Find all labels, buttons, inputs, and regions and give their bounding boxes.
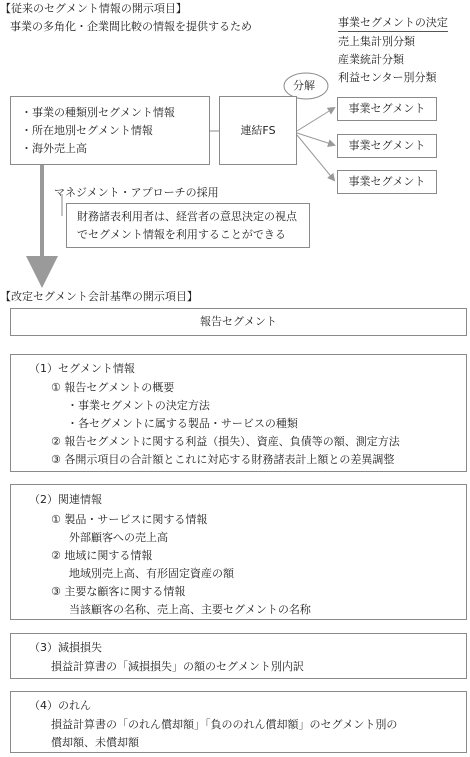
approach-text-1: 財務諸表利用者は、経営者の意思決定の視点 — [77, 210, 297, 223]
segment-info-line-1: ① 報告セグメントの概要 — [51, 381, 175, 394]
decision-item-2: 産業統計分類 — [338, 53, 404, 66]
approach-label: マネジメント・アプローチの採用 — [54, 186, 219, 199]
fs-to-seg2-arrow — [297, 133, 334, 145]
related-info-line-4: 地域別売上高、有形固定資産の額 — [69, 567, 234, 580]
decision-item-1: 売上集計別分類 — [338, 35, 415, 48]
old-item-2: ・所在地別セグメント情報 — [21, 124, 153, 137]
approach-box — [66, 203, 310, 248]
consolidated-fs-label: 連結FS — [240, 123, 276, 137]
segment-box-1 — [337, 97, 437, 121]
report-segment-label: 報告セグメント — [200, 315, 277, 329]
segment-label-2: 事業セグメント — [348, 139, 426, 153]
related-info-line-5: ③ 主要な顧客に関する情報 — [51, 585, 186, 598]
segment-info-heading: （1）セグメント情報 — [29, 362, 135, 375]
goodwill-line-1: 損益計算書の「のれん償却額」「負ののれん償却額」のセグメント別の — [51, 718, 398, 731]
fs-to-seg1-arrow — [297, 108, 334, 131]
segment-info-box — [10, 354, 467, 472]
related-info-line-3: ② 地域に関する情報 — [51, 549, 153, 562]
segment-info-line-4: ② 報告セグメントに関する利益（損失）、資産、負債等の額、測定方法 — [51, 435, 400, 448]
segment-box-3 — [337, 170, 437, 194]
fs-to-seg3-arrow — [297, 135, 334, 180]
related-info-heading: （2）関連情報 — [29, 493, 102, 506]
old-items-box — [10, 96, 210, 165]
decompose-label: 分解 — [293, 79, 315, 92]
segment-info-line-3: ・各セグメントに属する製品・サービスの種類 — [67, 417, 298, 430]
report-segment-box — [10, 308, 467, 336]
segment-info-line-2: ・事業セグメントの決定方法 — [67, 399, 210, 412]
new-section-title: 【改定セグメント会計基準の開示項目】 — [0, 290, 198, 303]
old-section-title: 【従来のセグメント情報の開示項目】 — [0, 2, 187, 15]
old-item-3: ・海外売上高 — [21, 142, 87, 155]
segment-label-1: 事業セグメント — [348, 102, 426, 116]
segment-label-3: 事業セグメント — [348, 175, 426, 189]
purpose-text: 事業の多角化・企業間比較の情報を提供するため — [10, 20, 252, 33]
segment-box-2 — [337, 134, 437, 158]
related-info-line-1: ① 製品・サービスに関する情報 — [51, 513, 208, 526]
impairment-box — [10, 633, 467, 679]
consolidated-fs-box — [219, 96, 297, 165]
goodwill-box — [10, 691, 467, 753]
related-info-line-6: 当該顧客の名称、売上高、主要セグメントの名称 — [69, 603, 311, 616]
related-info-box — [10, 484, 467, 620]
impairment-heading: （3）減損損失 — [29, 641, 102, 654]
related-info-line-2: 外部顧客への売上高 — [69, 531, 168, 544]
goodwill-line-2: 償却額、未償却額 — [51, 736, 139, 749]
decision-heading: 事業セグメントの決定 — [338, 16, 448, 32]
impairment-line-1: 損益計算書の「減損損失」の額のセグメント別内訳 — [51, 660, 304, 673]
approach-text-2: でセグメント情報を利用することができる — [77, 228, 286, 241]
segment-info-line-5: ③ 各開示項目の合計額とこれに対応する財務諸表計上額との差異調整 — [51, 453, 395, 466]
goodwill-heading: （4）のれん — [29, 699, 91, 712]
old-item-1: ・事業の種類別セグメント情報 — [21, 106, 175, 119]
decision-item-3: 利益センター別分類 — [338, 71, 437, 84]
